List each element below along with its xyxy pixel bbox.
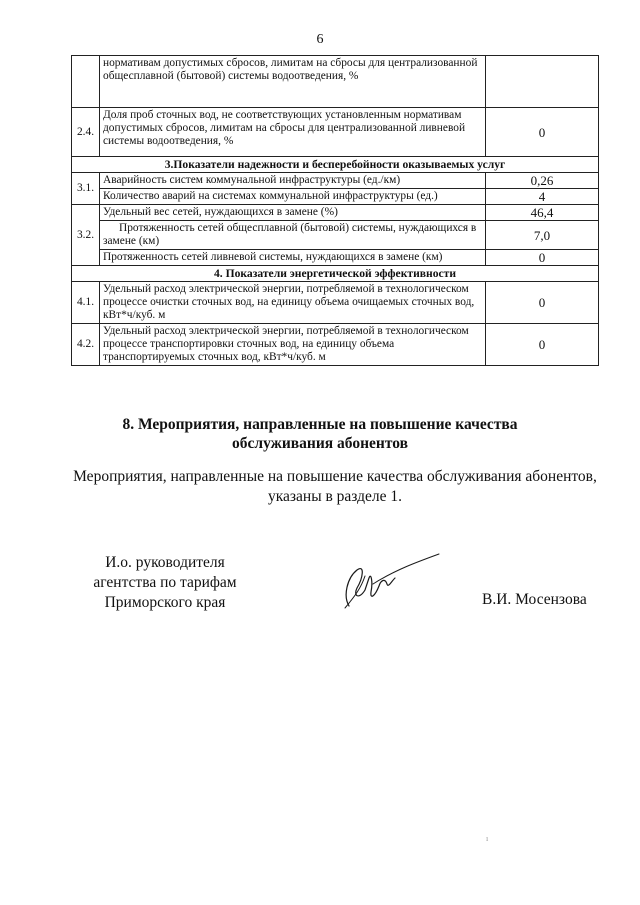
row-number: 3.1. (72, 173, 100, 205)
section-8-body-line-1: Мероприятия, направленные на повышение качества обслуживания абонентов, (73, 468, 597, 485)
row-description: нормативам допустимых сбросов, лимитам на сбросы для централизованной общесплавной (бытовой) системы водоотведения, % (100, 56, 486, 108)
section-8-body (60, 467, 610, 507)
signatory-title-line-2: агентства по тарифам (93, 574, 237, 591)
table-row (72, 282, 599, 324)
row-number: 4.1. (72, 282, 100, 324)
row-value: 0,26 (486, 173, 599, 189)
row-value: 0 (486, 108, 599, 157)
table-row (72, 56, 599, 108)
row-description: Удельный расход электрической энергии, потребляемой в технологическом процессе транспортировки сточных вод, на единицу объема транспортируемых сточных вод, кВт*ч/куб. м (100, 324, 486, 366)
indicators-table (71, 55, 599, 366)
row-number-cell (72, 56, 100, 108)
row-description: Удельный расход электрической энергии, потребляемой в технологическом процессе очистки сточных вод, на единицу объема очищаемых сточных вод, кВт*ч/куб. м (100, 282, 486, 324)
row-description: Протяженность сетей общесплавной (бытовой) системы, нуждающихся в замене (км) (100, 221, 486, 250)
signatory-title-line-1: И.о. руководителя (105, 554, 225, 571)
table-row (72, 221, 599, 250)
row-description: Количество аварий на системах коммунальной инфраструктуры (ед.) (100, 189, 486, 205)
row-value: 0 (486, 324, 599, 366)
table-row (72, 324, 599, 366)
row-description: Удельный вес сетей, нуждающихся в замене (%) (100, 205, 486, 221)
row-value: 46,4 (486, 205, 599, 221)
table-row (72, 108, 599, 157)
table-row (72, 173, 599, 189)
section-8-heading-line-1: 8. Мероприятия, направленные на повышение качества (122, 416, 518, 433)
section-8-body-line-2: указаны в разделе 1. (267, 488, 403, 505)
section-3-title: 3.Показатели надежности и бесперебойности оказываемых услуг (72, 157, 599, 173)
row-value: 0 (486, 250, 599, 266)
table-row (72, 205, 599, 221)
page-number: 6 (316, 32, 324, 47)
row-description: Доля проб сточных вод, не соответствующих установленным нормативам допустимых сбросов, лимитам на сбросы для централизованной ливневой системы водоотведения, % (100, 108, 486, 157)
row-description: Аварийность систем коммунальной инфраструктуры (ед./км) (100, 173, 486, 189)
row-number: 2.4. (72, 108, 100, 157)
signatory-title (70, 553, 260, 613)
row-description: Протяженность сетей ливневой системы, нуждающихся в замене (км) (100, 250, 486, 266)
scan-mark: ı (486, 834, 489, 843)
section-4-title: 4. Показатели энергетической эффективности (72, 266, 599, 282)
section-header-row (72, 266, 599, 282)
section-8-heading-line-2: обслуживания абонентов (232, 435, 408, 452)
section-header-row (72, 157, 599, 173)
section-8-heading (0, 415, 640, 453)
table-row (72, 189, 599, 205)
row-value: 0 (486, 282, 599, 324)
row-value: 4 (486, 189, 599, 205)
table-row (72, 250, 599, 266)
row-number: 4.2. (72, 324, 100, 366)
signatory-name: В.И. Мосензова (482, 591, 587, 608)
row-number: 3.2. (72, 205, 100, 266)
handwritten-signature-icon (335, 548, 445, 618)
signatory-title-line-3: Приморского края (104, 594, 226, 611)
row-value: 7,0 (486, 221, 599, 250)
row-value-cell (486, 56, 599, 108)
